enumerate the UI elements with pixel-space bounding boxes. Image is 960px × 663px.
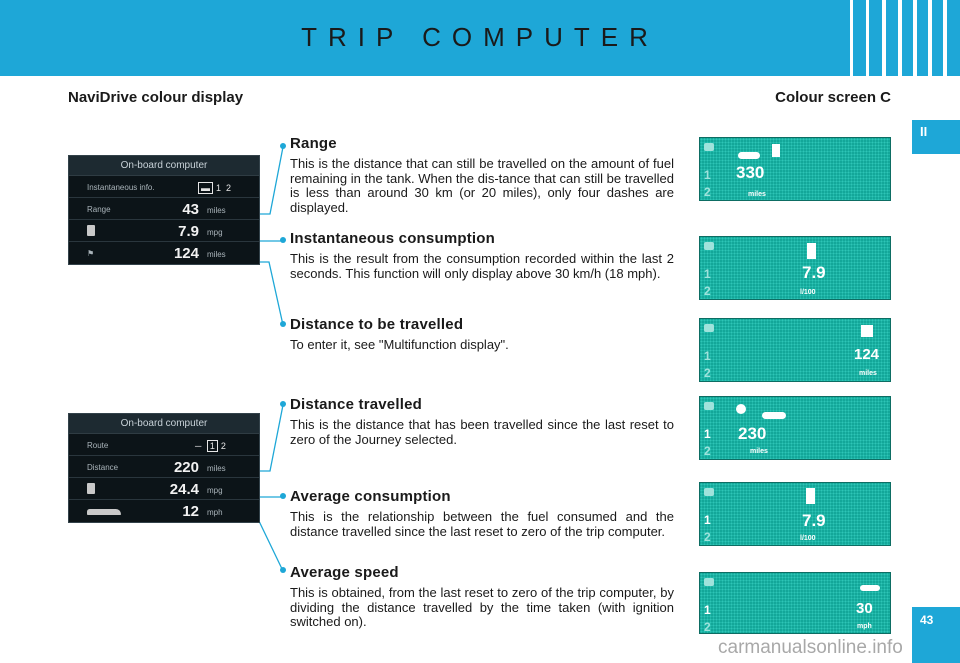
fuel-pump-icon <box>807 243 816 259</box>
section-average-consumption <box>290 488 674 539</box>
section-text: This is the result from the consumption recorded within the last 2 seconds. This function will only display above 30 km/h (18 mph). <box>290 251 674 281</box>
distance-unit: miles <box>207 464 226 473</box>
fuel-pump-icon <box>87 483 95 494</box>
display-row-mode <box>69 176 259 198</box>
navidrive-display-instant <box>68 155 260 265</box>
screen-unit: miles <box>859 370 877 377</box>
section-title: Distance to be travelled <box>290 316 464 333</box>
distance-value: 220 <box>173 459 199 476</box>
range-value: 43 <box>182 201 199 218</box>
section-distance-travelled <box>290 396 674 447</box>
screen-value: 30 <box>856 600 873 617</box>
speed-value: 12 <box>182 503 199 520</box>
display-row-distance <box>69 456 259 478</box>
colour-screen-average-consumption <box>699 482 891 546</box>
colour-screen-distance-travelled <box>699 396 891 460</box>
display-row-distance <box>69 242 259 264</box>
journey-index-1: 1 <box>704 267 711 281</box>
watermark: carmanualsonline.info <box>718 637 903 658</box>
colour-screen-distance-to-go <box>699 318 891 382</box>
consumption-value: 7.9 <box>178 223 199 240</box>
speed-unit: mph <box>207 508 223 517</box>
distance-label: Distance <box>87 463 119 472</box>
bullet-dot <box>280 237 286 243</box>
car-icon <box>704 242 714 250</box>
journey-index-1: 1 <box>704 603 711 617</box>
journey-index-2: 2 <box>704 185 711 199</box>
consumption-unit: mpg <box>207 486 223 495</box>
screen-unit: mph <box>857 623 872 630</box>
journey-index-1: 1 <box>704 427 711 441</box>
screen-value: 230 <box>738 424 767 443</box>
flag-icon: ⚑ <box>87 249 95 258</box>
car-icon <box>704 324 714 332</box>
range-label: Range <box>87 205 111 214</box>
location-pin-icon <box>736 404 746 414</box>
screen-unit: l/100 <box>800 535 816 542</box>
fuel-pump-icon <box>87 225 95 236</box>
display-row-consumption <box>69 220 259 242</box>
screen-value: 124 <box>854 346 880 363</box>
car-icon <box>860 585 880 591</box>
journey-index-2: 2 <box>704 620 711 634</box>
page-number: 43 <box>912 607 960 663</box>
page-title: TRIP COMPUTER <box>301 22 659 52</box>
journey-selector: ─ 1 2 <box>195 441 226 451</box>
section-text: To enter it, see "Multifunction display". <box>290 337 509 352</box>
section-title: Distance travelled <box>290 396 422 413</box>
section-instantaneous-consumption <box>290 230 674 281</box>
section-range <box>290 135 674 215</box>
section-text: This is the relationship between the fuel consumed and the distance travelled since the last reset to zero of the trip computer. <box>290 509 674 539</box>
flag-icon <box>861 325 873 337</box>
colour-screen-instant-consumption <box>699 236 891 300</box>
navidrive-display-trip <box>68 413 260 523</box>
section-title: Average speed <box>290 564 399 581</box>
display-header: On-board computer <box>69 156 259 176</box>
journey-index-2: 2 <box>704 444 711 458</box>
connector-distance-to-go <box>97 262 283 325</box>
display-row-mode <box>69 434 259 456</box>
consumption-value: 24.4 <box>169 481 199 498</box>
journey-index-2: 2 <box>704 366 711 380</box>
car-icon <box>704 578 714 586</box>
car-icon <box>704 402 714 410</box>
journey-index-2: 2 <box>704 284 711 298</box>
display-row-range <box>69 198 259 220</box>
screen-value: 330 <box>736 163 765 182</box>
car-icon <box>704 488 714 496</box>
subheading-colour-screen: Colour screen C <box>775 89 891 106</box>
car-icon <box>87 509 121 515</box>
bullet-dot <box>280 567 286 573</box>
screen-unit: miles <box>750 448 768 455</box>
journey-index-2: 2 <box>704 530 711 544</box>
colour-screen-range <box>699 137 891 201</box>
section-text: This is the distance that can still be travelled on the amount of fuel remaining in the tank. When the dis-tance that can still be travelled is less than around 30 km (or 20 miles), only four dashes are displayed. <box>290 156 674 215</box>
journey-selector: ▬ 1 2 <box>195 182 231 194</box>
section-title: Instantaneous consumption <box>290 230 496 247</box>
journey-index-1: 1 <box>704 513 711 527</box>
range-unit: miles <box>207 206 226 215</box>
display-row-speed <box>69 500 259 522</box>
section-tab: II <box>912 120 960 154</box>
bullet-dot <box>280 321 286 327</box>
section-distance-to-be-travelled <box>290 316 674 353</box>
car-icon <box>762 412 786 419</box>
section-title: Range <box>290 135 337 152</box>
section-text: This is obtained, from the last reset to zero of the trip computer, by dividing the distance travelled by the time taken (with ignition switched on). <box>290 585 674 629</box>
bullet-dot <box>280 143 286 149</box>
distance-value: 124 <box>173 245 199 262</box>
mode-label: Route <box>87 441 109 450</box>
consumption-unit: mpg <box>207 228 223 237</box>
colour-screen-average-speed <box>699 572 891 634</box>
section-average-speed <box>290 564 674 630</box>
mode-label: Instantaneous info. <box>87 183 155 192</box>
journey-index-1: 1 <box>704 349 711 363</box>
section-title: Average consumption <box>290 488 451 505</box>
bullet-dot <box>280 401 286 407</box>
journey-index-1: 1 <box>704 168 711 182</box>
display-row-consumption <box>69 478 259 500</box>
distance-unit: miles <box>207 250 226 259</box>
screen-value: 7.9 <box>802 263 826 282</box>
display-header: On-board computer <box>69 414 259 434</box>
fuel-pump-icon <box>772 144 780 157</box>
car-icon <box>738 152 760 159</box>
screen-unit: miles <box>748 191 766 198</box>
car-icon: ▬ <box>198 182 213 194</box>
subheading-navidrive: NaviDrive colour display <box>68 89 244 106</box>
screen-unit: l/100 <box>800 289 816 296</box>
car-icon <box>704 143 714 151</box>
connector-average-speed <box>123 519 283 571</box>
bullet-dot <box>280 493 286 499</box>
screen-value: 7.9 <box>802 511 826 530</box>
section-text: This is the distance that has been travelled since the last reset to zero of the Journey selected. <box>290 417 674 447</box>
fuel-pump-icon <box>806 488 815 504</box>
